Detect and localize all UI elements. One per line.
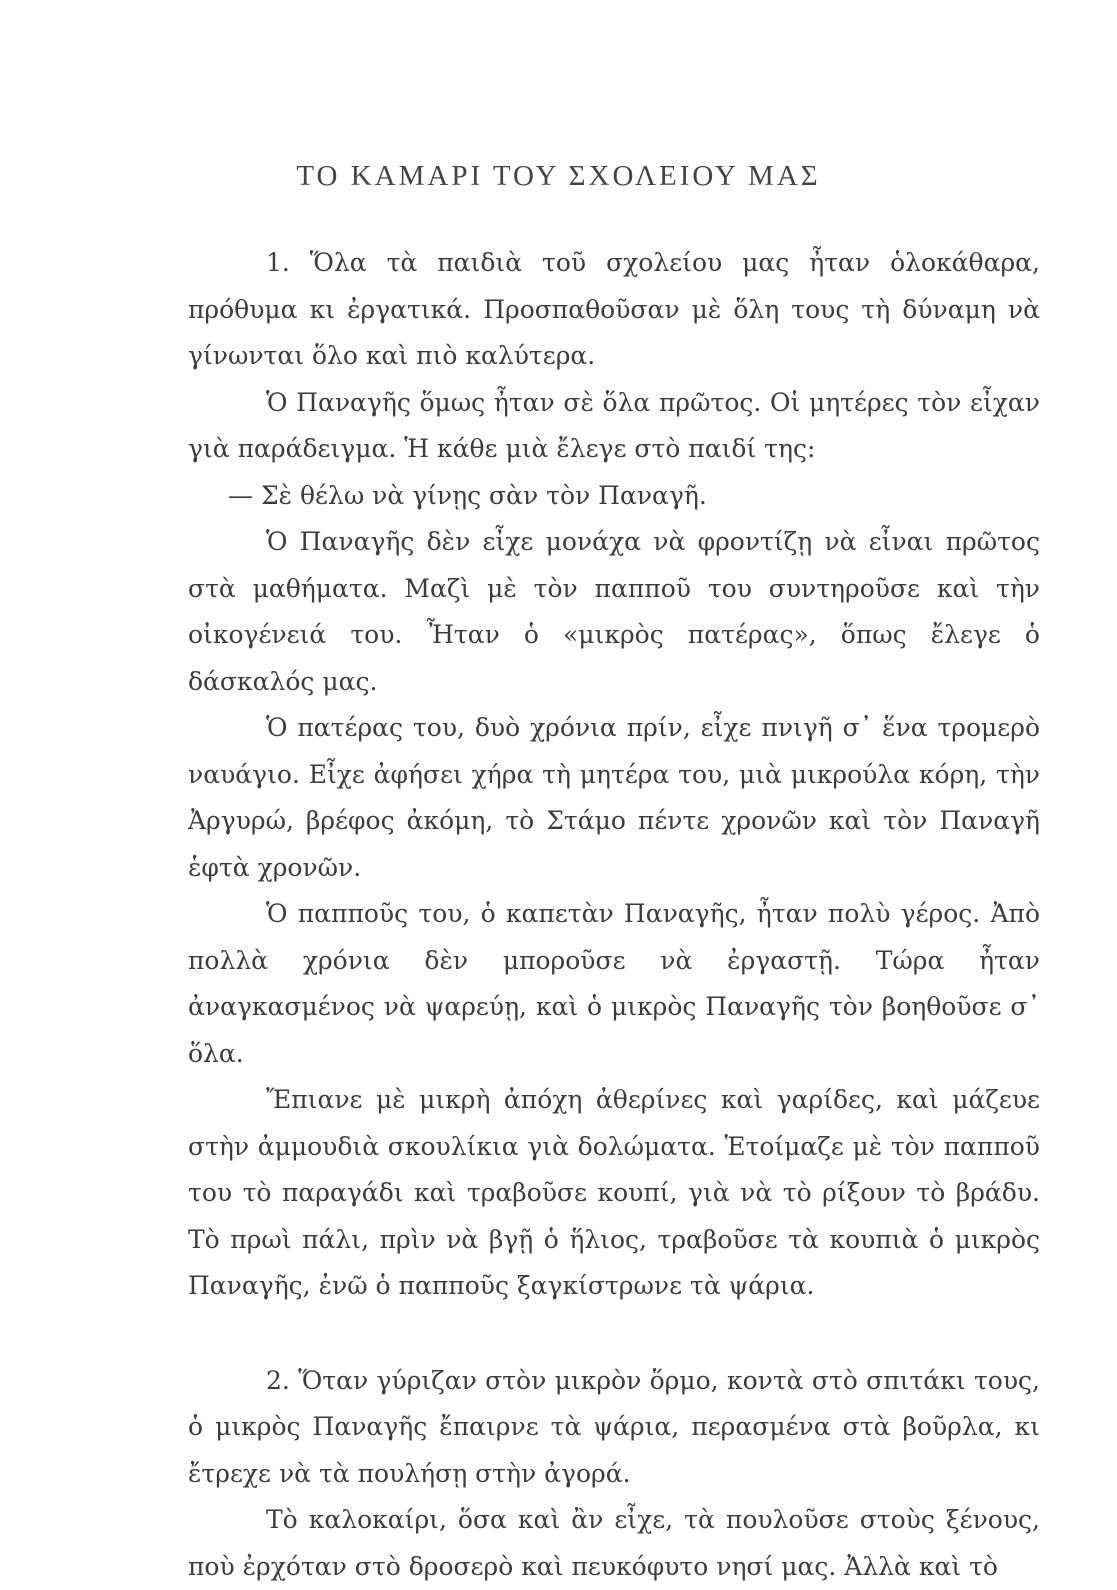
paragraph-1: 1. Ὅλα τὰ παιδιὰ τοῦ σχολείου μας ἦταν ὁλοκάθαρα, πρόθυμα κι ἐργατικά. Προσπαθοῦσαν μὲ ὅλη τους τὴ δύναμη νὰ γίνωνται ὅλο καὶ πιὸ καλύτερα. bbox=[188, 248, 1040, 370]
chapter-title: ΤΟ ΚΑΜΑΡΙ ΤΟΥ ΣΧΟΛΕΙΟΥ ΜΑΣ bbox=[296, 160, 821, 192]
paragraph-3: Ὁ Παναγῆς δὲν εἶχε μονάχα νὰ φροντίζῃ νὰ εἶναι πρῶτος στὰ μαθήματα. Μαζὶ μὲ τὸν παπποῦ του συντηροῦσε καὶ τὴν οἰκογένειά του. Ἦταν ὁ «μικρὸς πατέρας», ὅπως ἔλεγε ὁ δάσκαλός μας. bbox=[188, 527, 1040, 696]
paragraph-2: Ὁ Παναγῆς ὅμως ἦταν σὲ ὅλα πρῶτος. Οἱ μητέρες τὸν εἶχαν γιὰ παράδειγμα. Ἡ κάθε μιὰ ἔλεγε στὸ παιδί της: bbox=[188, 387, 1040, 463]
dialogue-line: — Σὲ θέλω νὰ γίνῃς σὰν τὸν Παναγῆ. bbox=[228, 480, 707, 510]
paragraph-5: Ὁ παπποῦς του, ὁ καπετὰν Παναγῆς, ἦταν πολὺ γέρος. Ἀπὸ πολλὰ χρόνια δὲν μποροῦσε νὰ ἐργαστῇ. Τώρα ἦταν ἀναγκασμένος νὰ ψαρεύῃ, καὶ ὁ μικρὸς Παναγῆς τὸν βοηθοῦσε σ᾿ ὅλα. bbox=[188, 899, 1040, 1068]
paragraph-6: Ἔπιανε μὲ μικρὴ ἀπόχη ἀθερίνες καὶ γαρίδες, καὶ μάζευε στὴν ἀμμουδιὰ σκουλίκια γιὰ δολώματα. Ἑτοίμαζε μὲ τὸν παπποῦ του τὸ παραγάδι καὶ τραβοῦσε κουπί, γιὰ νὰ τὸ ρίξουν τὸ βράδυ. Τὸ πρωὶ πάλι, πρὶν νὰ βγῇ ὁ ἥλιος, τραβοῦσε τὰ κουπιὰ ὁ μικρὸς Παναγῆς, ἐνῶ ὁ παπποῦς ξαγκίστρωνε τὰ ψάρια. bbox=[188, 1085, 1040, 1300]
section-2-paragraph-2: Τὸ καλοκαίρι, ὅσα καὶ ἂν εἶχε, τὰ πουλοῦσε στοὺς ξένους, ποὺ ἐρχόταν στὸ δροσερὸ καὶ πευκόφυτο νησί μας. Ἀλλὰ καὶ τὸ bbox=[188, 1505, 1040, 1581]
chapter-body bbox=[188, 240, 1040, 1590]
section-2-paragraph-1: 2. Ὅταν γύριζαν στὸν μικρὸν ὅρμο, κοντὰ στὸ σπιτάκι τους, ὁ μικρὸς Παναγῆς ἔπαιρνε τὰ ψάρια, περασμένα στὰ βοῦρλα, κι ἔτρεχε νὰ τὰ πουλήσῃ στὴν ἀγορά. bbox=[188, 1365, 1040, 1488]
paragraph-4: Ὁ πατέρας του, δυὸ χρόνια πρίν, εἶχε πνιγῆ σ᾿ ἕνα τρομερὸ ναυάγιο. Εἶχε ἀφήσει χήρα τὴ μητέρα του, μιὰ μικρούλα κόρη, τὴν Ἀργυρώ, βρέφος ἀκόμη, τὸ Στάμο πέντε χρονῶν καὶ τὸν Παναγῆ ἑφτὰ χρονῶν. bbox=[188, 713, 1040, 882]
